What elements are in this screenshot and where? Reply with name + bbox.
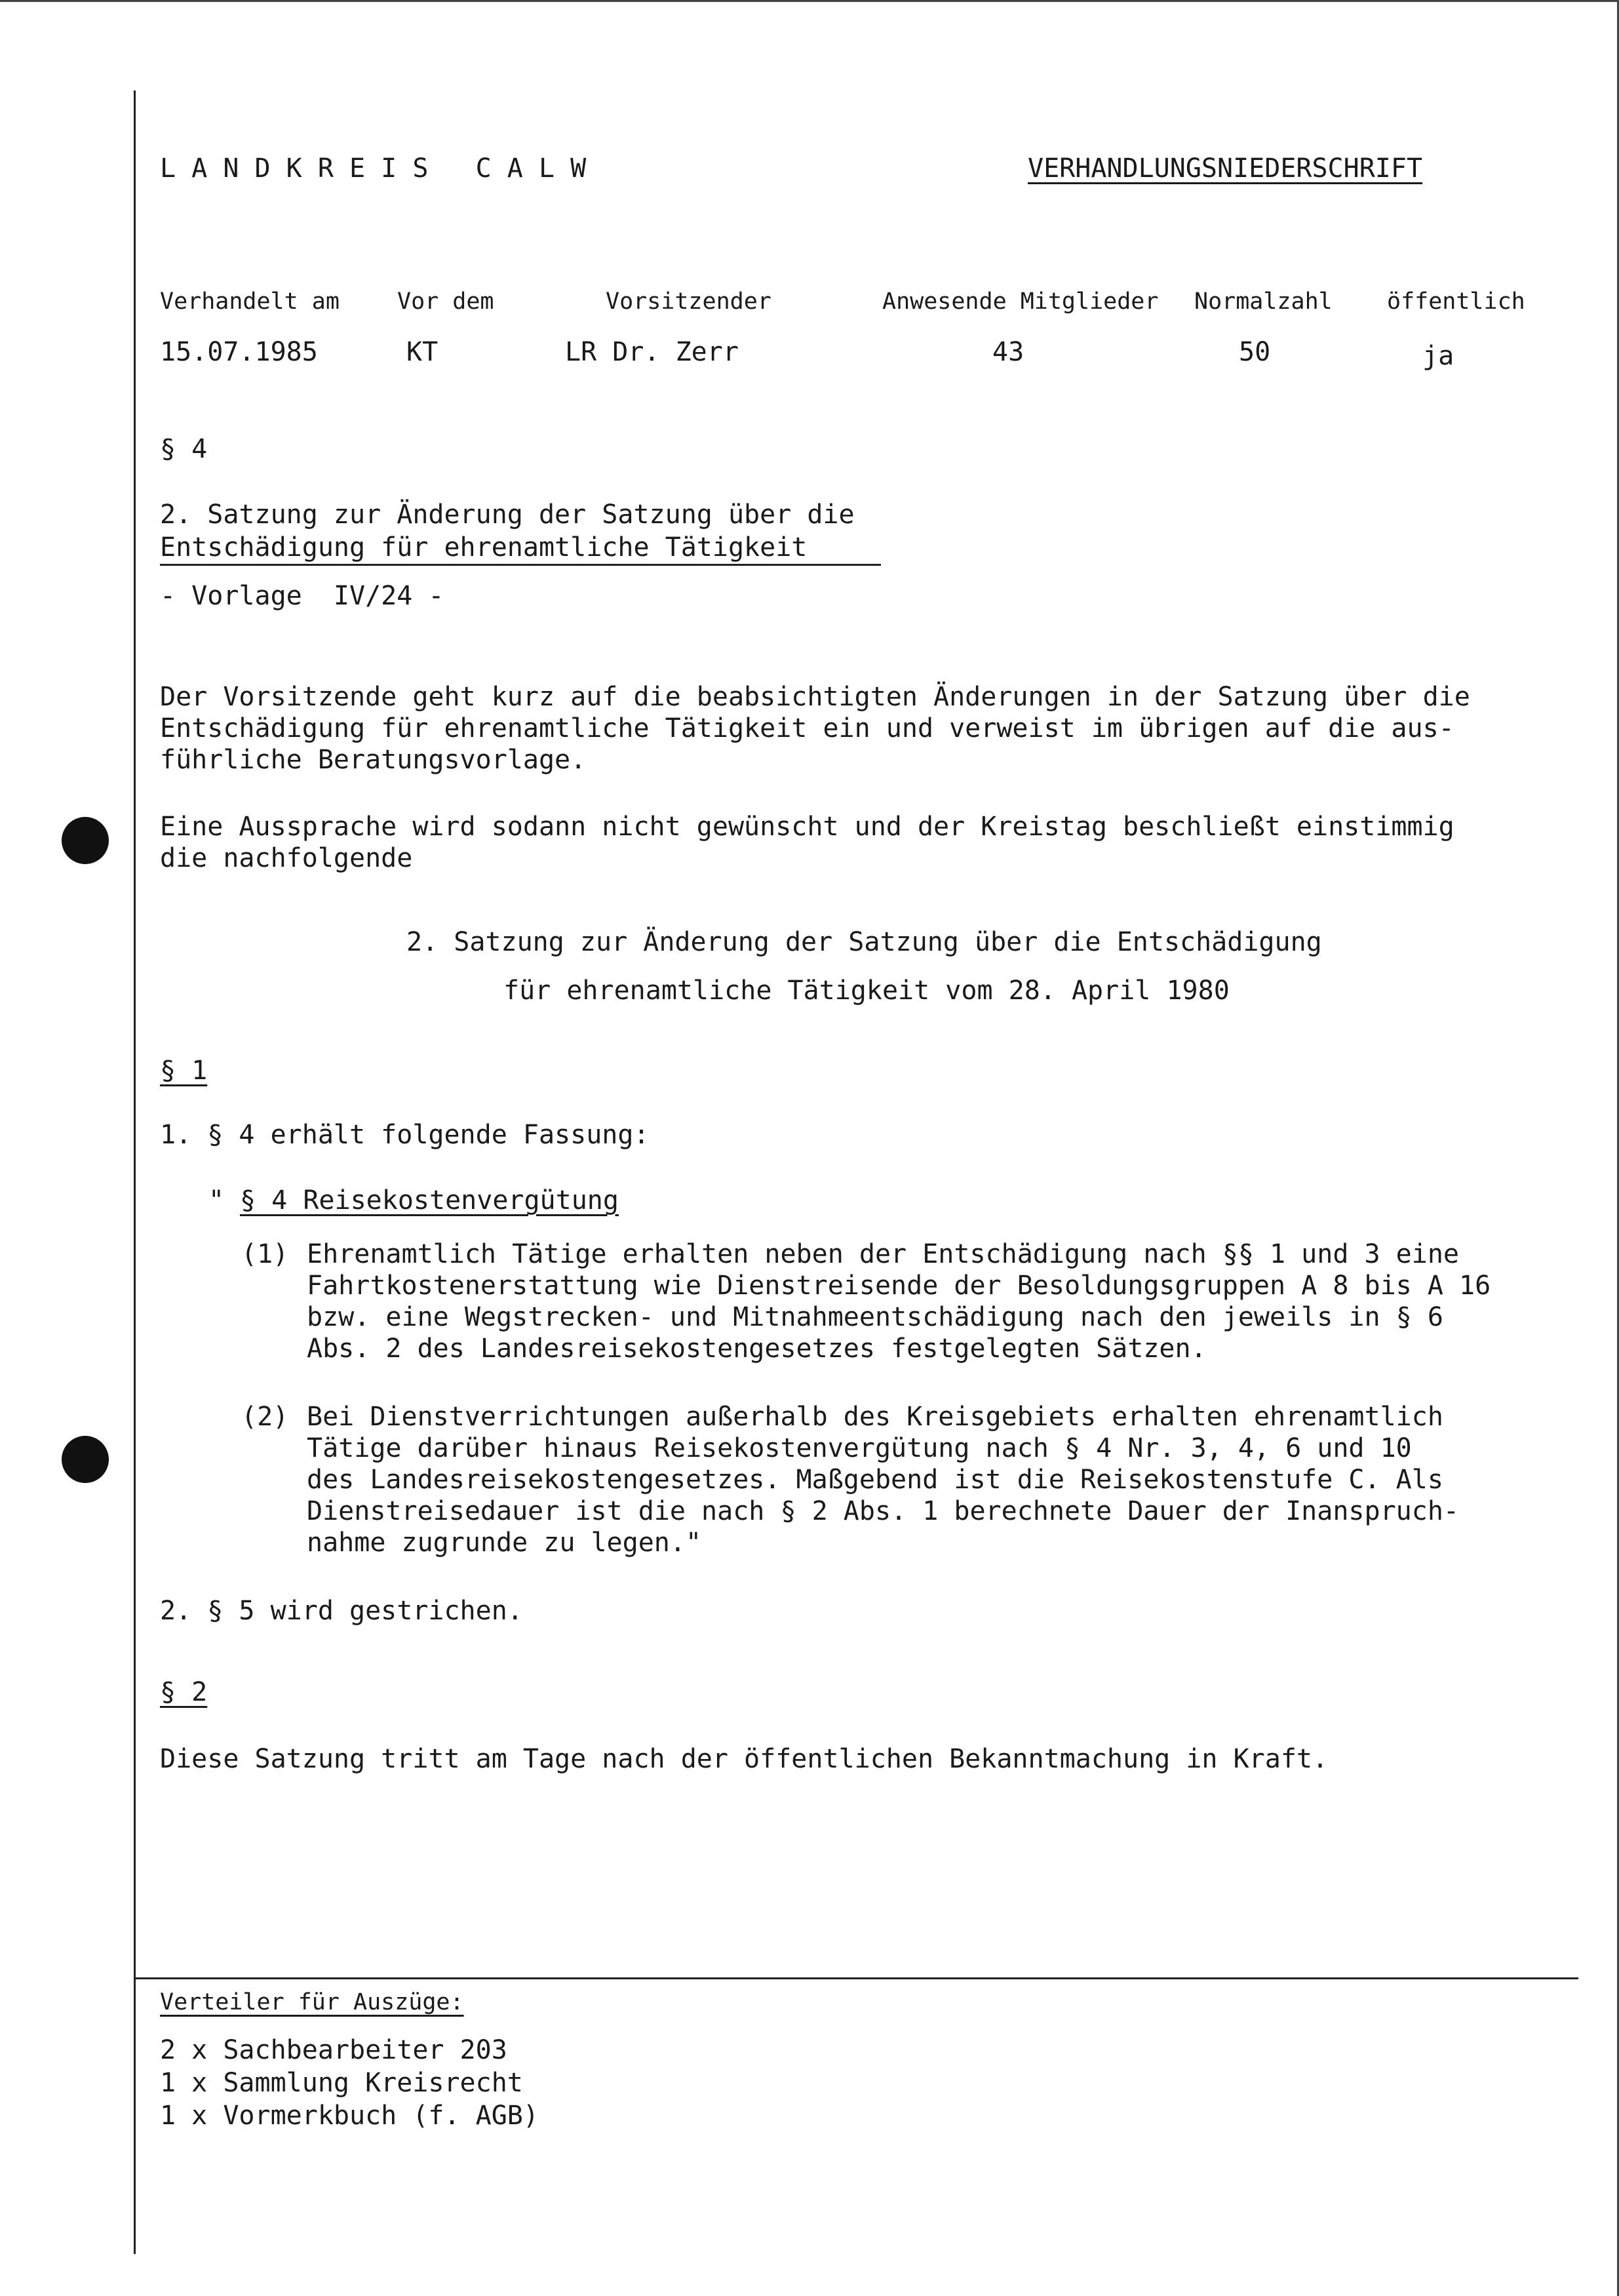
distribution-heading: Verteiler für Auszüge: <box>160 1989 464 2015</box>
meta-label-members: Anwesende Mitglieder <box>882 288 1159 315</box>
body-p1-line2: Entschädigung für ehrenamtliche Tätigkeit ein und verweist im übrigen auf die aus- <box>160 713 1454 743</box>
distribution-item: 2 x Sachbearbeiter 203 <box>160 2035 507 2065</box>
item-1: 1. § 4 erhält folgende Fassung: <box>160 1120 650 1150</box>
meta-value-public: ja <box>1422 341 1454 371</box>
statute-title-line2: für ehrenamtliche Tätigkeit vom 28. April 1980 <box>503 976 1230 1006</box>
left-margin-rule <box>134 90 136 2254</box>
sub2-line2: Tätige darüber hinaus Reisekostenvergütung nach § 4 Nr. 3, 4, 6 und 10 <box>307 1433 1412 1463</box>
meta-value-body: KT <box>406 337 439 367</box>
meta-label-date: Verhandelt am <box>160 288 340 315</box>
document-type: VERHANDLUNGSNIEDERSCHRIFT <box>1028 153 1423 184</box>
meta-label-public: öffentlich <box>1387 288 1525 315</box>
agenda-vorlage: - Vorlage IV/24 - <box>160 581 444 611</box>
sub2-line4: Dienstreisedauer ist die nach § 2 Abs. 1 berechnete Dauer der Inanspruch- <box>307 1496 1459 1526</box>
punch-hole-top <box>62 817 109 864</box>
meta-value-members: 43 <box>992 337 1024 367</box>
org-name: L A N D K R E I S C A L W <box>160 153 587 184</box>
sub2-number: (2) <box>241 1402 289 1432</box>
distribution-divider <box>134 1977 1578 1979</box>
sub2-line3: des Landesreisekostengesetzes. Maßgebend ist die Reisekostenstufe C. Als <box>307 1465 1443 1495</box>
sub1-line1: Ehrenamtlich Tätige erhalten neben der Entschädigung nach §§ 1 und 3 eine <box>307 1239 1459 1269</box>
meta-label-chair: Vorsitzender <box>606 288 771 315</box>
subsection-heading: § 4 Reisekostenvergütung <box>240 1185 619 1216</box>
sub2-line5: nahme zugrunde zu legen." <box>307 1528 702 1558</box>
page-border-top <box>0 0 1619 2</box>
agenda-title-line1: 2. Satzung zur Änderung der Satzung über die <box>160 500 855 530</box>
item-2: 2. § 5 wird gestrichen. <box>160 1596 523 1626</box>
sub1-line2: Fahrtkostenerstattung wie Dienstreisende der Besoldungsgruppen A 8 bis A 16 <box>307 1271 1491 1301</box>
meta-label-body: Vor dem <box>397 288 494 315</box>
sub1-line4: Abs. 2 des Landesreisekostengesetzes festgelegten Sätzen. <box>307 1334 1207 1364</box>
sub2-line1: Bei Dienstverrichtungen außerhalb des Kreisgebiets erhalten ehrenamtlich <box>307 1402 1443 1432</box>
sub1-number: (1) <box>241 1239 289 1269</box>
quote-open: " <box>208 1185 225 1216</box>
final-clause: Diese Satzung tritt am Tage nach der öffentlichen Bekanntmachung in Kraft. <box>160 1744 1329 1774</box>
distribution-item: 1 x Sammlung Kreisrecht <box>160 2068 523 2098</box>
punch-hole-bottom <box>62 1436 109 1483</box>
distribution-item: 1 x Vormerkbuch (f. AGB) <box>160 2101 539 2131</box>
meta-value-date: 15.07.1985 <box>160 337 318 367</box>
agenda-paragraph: § 4 <box>160 434 208 464</box>
agenda-title-underline <box>160 564 881 566</box>
body-p2-line2: die nachfolgende <box>160 843 413 873</box>
statute-title-line1: 2. Satzung zur Änderung der Satzung über die Entschädigung <box>406 927 1322 957</box>
body-p1-line3: führliche Beratungsvorlage. <box>160 745 587 775</box>
meta-value-chair: LR Dr. Zerr <box>565 337 739 367</box>
section-2-heading: § 2 <box>160 1677 208 1707</box>
sub1-line3: bzw. eine Wegstrecken- und Mitnahmeentschädigung nach den jeweils in § 6 <box>307 1302 1443 1332</box>
section-1-heading: § 1 <box>160 1056 208 1086</box>
meta-value-normal: 50 <box>1239 337 1271 367</box>
agenda-title-line2: Entschädigung für ehrenamtliche Tätigkeit <box>160 532 808 563</box>
body-p2-line1: Eine Aussprache wird sodann nicht gewünscht und der Kreistag beschließt einstimmig <box>160 812 1454 842</box>
body-p1-line1: Der Vorsitzende geht kurz auf die beabsichtigten Änderungen in der Satzung über die <box>160 682 1470 712</box>
meta-label-normal: Normalzahl <box>1194 288 1333 315</box>
